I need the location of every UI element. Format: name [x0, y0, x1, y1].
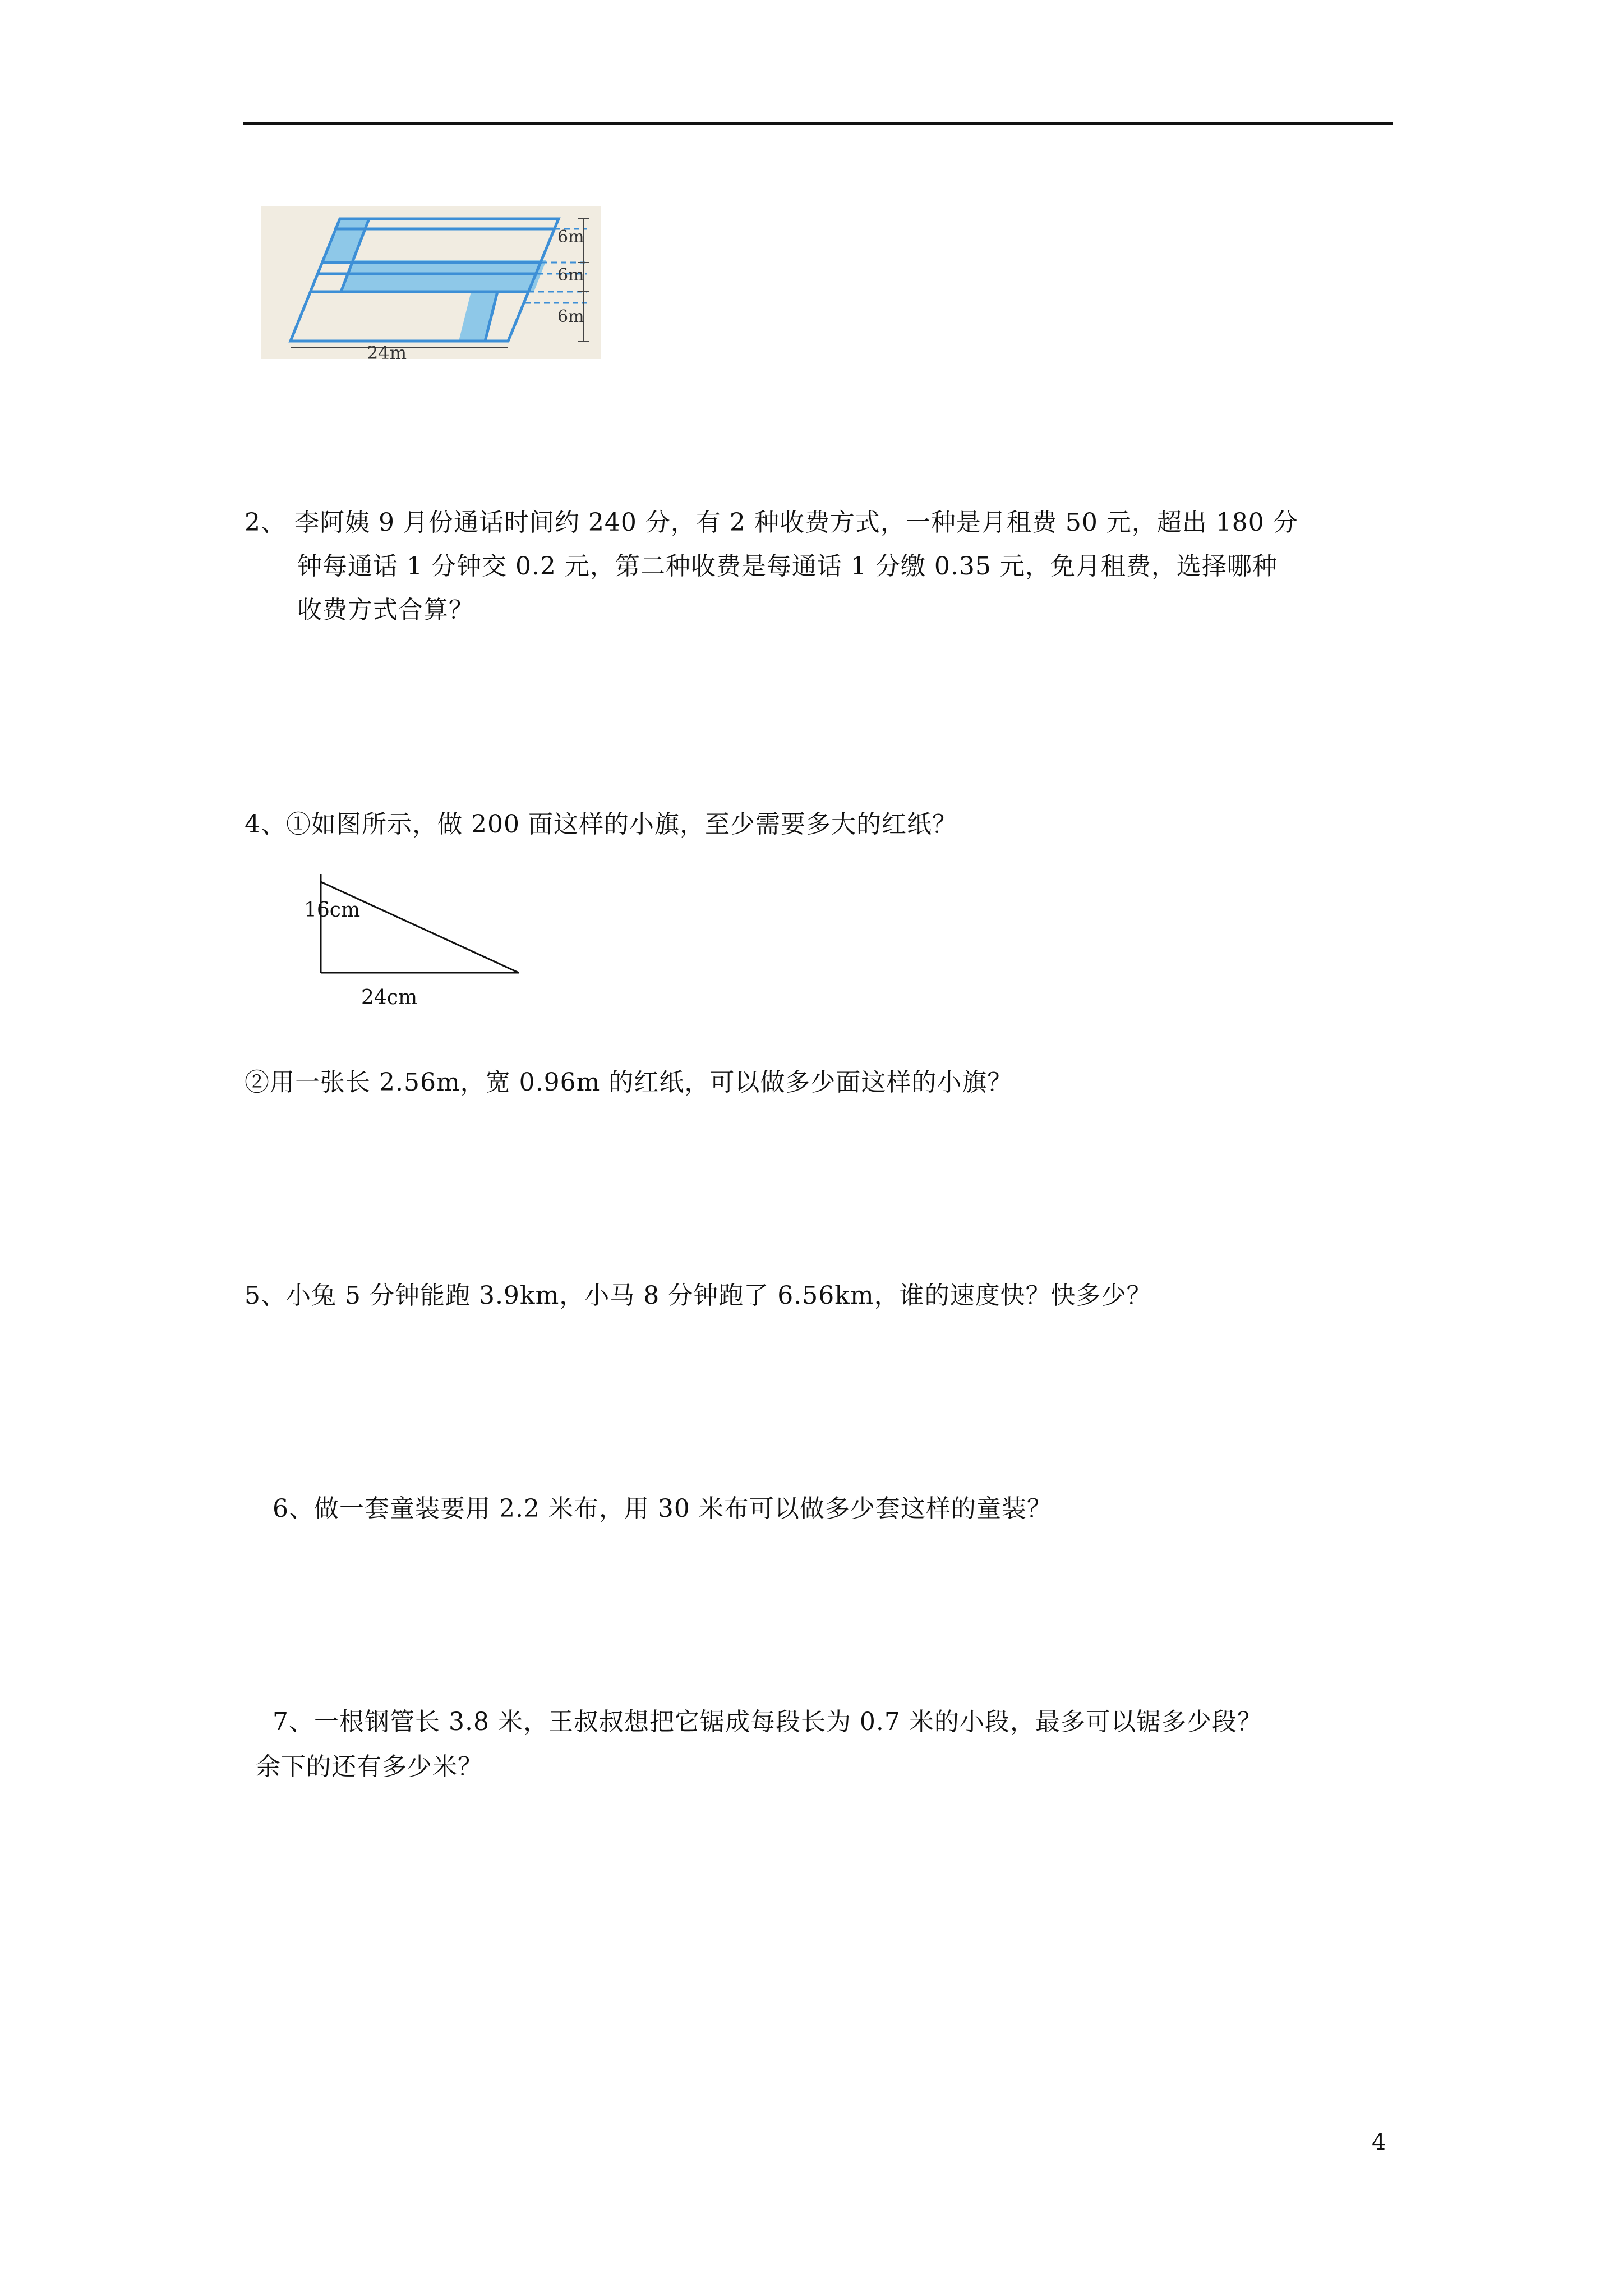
question-5: 5、小兔 5 分钟能跑 3.9km，小马 8 分钟跑了 6.56km，谁的速度快？快多少？: [245, 1281, 1152, 1310]
dimension-label: 24m: [367, 342, 407, 359]
question-4-part-1: 4、①如图所示，做 200 面这样的小旗，至少需要多大的红纸？: [245, 810, 957, 839]
header-rule: [243, 122, 1393, 125]
dimension-label: 6m: [557, 227, 584, 247]
triangle-height-label: 16cm: [304, 899, 361, 922]
question-6: 6、做一套童装要用 2.2 米布，用 30 米布可以做多少套这样的童装？: [273, 1494, 1052, 1523]
parallelogram-road-figure: [261, 206, 601, 359]
question-2-line-1: 2、 李阿姨 9 月份通话时间约 240 分，有 2 种收费方式，一种是月租费 50 元，超出 180 分: [245, 508, 1298, 537]
question-7-line-1: 7、一根钢管长 3.8 米，王叔叔想把它锯成每段长为 0.7 米的小段，最多可以锯多少段？: [273, 1708, 1262, 1736]
question-7-line-2: 余下的还有多少米？: [256, 1752, 483, 1781]
question-4-part-2: ②用一张长 2.56m，宽 0.96m 的红纸，可以做多少面这样的小旗？: [245, 1068, 1013, 1097]
page-number: 4: [1372, 2129, 1386, 2155]
question-2-line-2: 钟每通话 1 分钟交 0.2 元，第二种收费是每通话 1 分缴 0.35 元，免月租费，选择哪种: [297, 552, 1278, 581]
dimension-label: 6m: [557, 307, 584, 326]
triangle-flag-figure: [303, 869, 527, 1015]
dimension-label: 6m: [557, 265, 584, 285]
question-2-line-3: 收费方式合算？: [297, 596, 474, 624]
triangle-base-label: 24cm: [361, 986, 418, 1009]
